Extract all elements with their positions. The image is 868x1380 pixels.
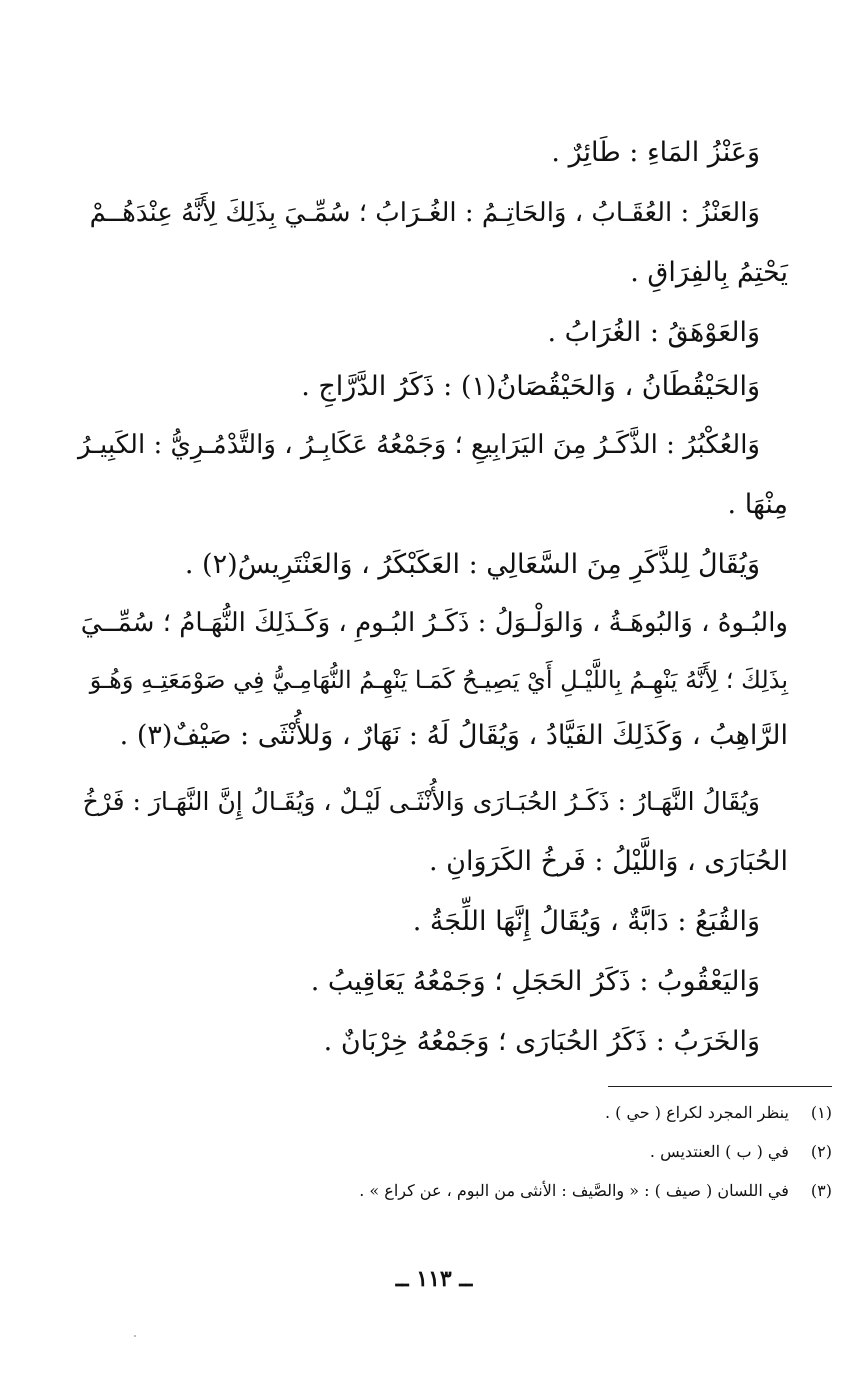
text-line: وَالعَنْزُ : العُقَـابُ ، وَالحَاتِـمُ : الغُـرَابُ ؛ سُمِّـيَ بِذَلِكَ لِأَنَّهُ عِنْدَهُــمْ	[89, 198, 760, 228]
text-line: يَحْتِمُ بِالفِرَاقِ .	[630, 257, 788, 288]
footnote-text: في ( ب ) العنتديس .	[649, 1142, 789, 1161]
footnote-text: في اللسان ( صيف ) : « والصَّيف : الأنثى من البوم ، عن كراع » .	[359, 1181, 789, 1200]
footnote	[359, 1179, 832, 1203]
footnote-number: (١)	[810, 1103, 832, 1122]
text-line: الحُبَارَى ، وَاللَّيْلُ : فَرخُ الكَرَوَانِ .	[428, 846, 788, 877]
page-number: ــ ١١٣ ــ	[395, 1266, 473, 1292]
footnote-divider	[608, 1086, 832, 1087]
text-line: مِنْهَا .	[727, 489, 788, 520]
text-line: وَالعُكْبُرُ : الذَّكَـرُ مِنَ اليَرَابِيعِ ؛ وَجَمْعُهُ عَكَابِـرُ ، وَالتَّدْمُـرِيُّ : الكَبِيـرُ	[78, 430, 760, 460]
text-line: وَالقُبَعُ : دَابَّةٌ ، وَيُقَالُ إِنَّهَا اللِّجَةُ .	[412, 906, 760, 937]
text-line: بِذَلِكَ ؛ لِأَنَّهُ يَنْهِـمُ بِاللَّيْـلِ أَيْ يَصِيـحُ كَمَـا يَنْهِـمُ النُّهَامِـيُّ فِي صَوْمَعَتِـهِ وَهُـوَ	[89, 666, 788, 694]
text-line: وَالخَرَبُ : ذَكَرُ الحُبَارَى ؛ وَجَمْعُهُ خِرْبَانٌ .	[323, 1026, 760, 1057]
footnote-text: ينظر المجرد لكراع ( حي ) .	[604, 1103, 789, 1122]
footnote-number: (٢)	[810, 1142, 832, 1161]
text-line: وَاليَعْقُوبُ : ذَكَرُ الحَجَلِ ؛ وَجَمْعُهُ يَعَاقِيبُ .	[310, 966, 760, 997]
text-line: وَعَنْزُ المَاءِ : طَائِرٌ .	[551, 137, 760, 168]
text-line: والبُـوهُ ، وَالبُوهَـةُ ، وَالوَلْـوَلُ : ذَكَـرُ البُـومِ ، وَكَـذَلِكَ النُّهَـامُ ؛ سُمِّــيَ	[80, 608, 788, 638]
scan-speck	[134, 1335, 136, 1337]
text-line: وَيُقَالُ النَّهَـارُ : ذَكَـرُ الحُبَـارَى وَالأُنْثَـى لَيْـلٌ ، وَيُقَـالُ إِنَّ النَّهَـارَ : فَرْخُ	[82, 787, 760, 816]
text-line: الرَّاهِبُ ، وَكَذَلِكَ الفَيَّادُ ، وَيُقَالُ لَهُ : نَهَارٌ ، وَللأُنْثَى : صَيْفٌ(٣) .	[119, 720, 788, 751]
footnote-number: (٣)	[810, 1181, 832, 1200]
text-line: وَالعَوْهَقُ : الغُرَابُ .	[547, 317, 760, 348]
text-line: وَالحَيْقُطَانُ ، وَالحَيْقُصَانُ(١) : ذَكَرُ الدَّرَّاجِ .	[301, 371, 760, 402]
footnote	[605, 1101, 832, 1125]
text-line: وَيُقَالُ لِلذَّكَرِ مِنَ السَّعَالِي : العَكَبْكَرُ ، وَالعَنْتَرِيسُ(٢) .	[184, 549, 760, 580]
footnote	[650, 1140, 832, 1164]
